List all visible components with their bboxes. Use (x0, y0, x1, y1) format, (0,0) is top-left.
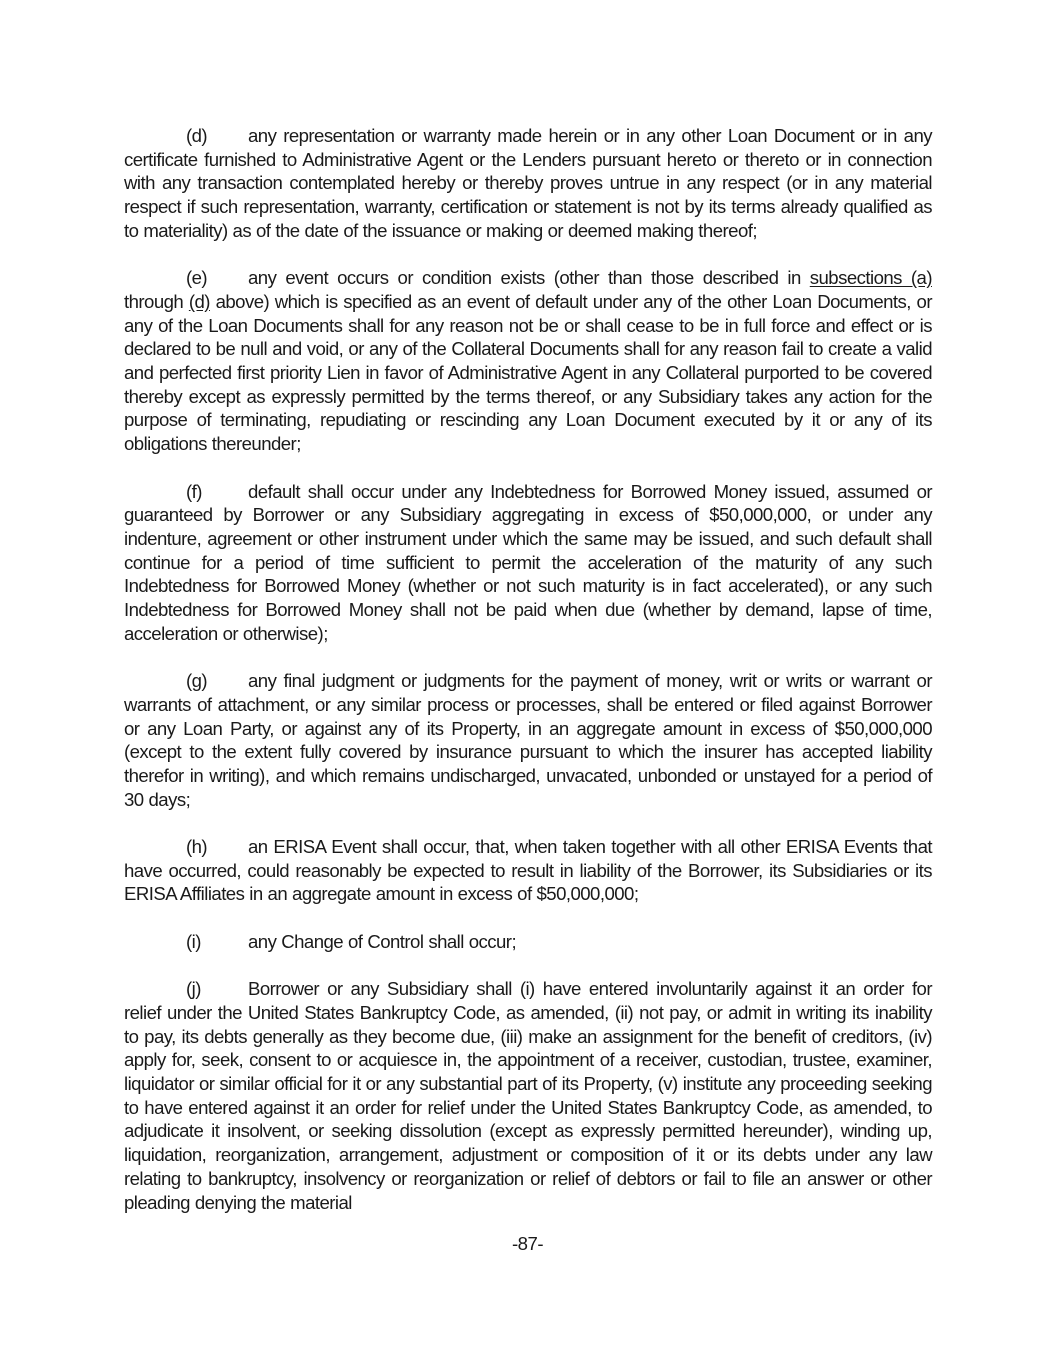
page-number: -87- (511, 1233, 544, 1254)
paragraph-d (124, 124, 932, 243)
paragraph-text: any event occurs or condition exists (other than those described in (248, 267, 810, 289)
paragraph-label: (h) (186, 836, 208, 858)
document-page (124, 124, 932, 1238)
paragraph-text: any representation or warranty made herein or in any other Loan Document or in any certificate furnished to Administrative Agent or the Lenders pursuant hereto or thereto or in connection with any transaction contemplated hereby or thereby proves untrue in any respect (or in any material respect if such representation, warranty, certification or statement is not by its terms already qualified as to materiality) as of the date of the issuance or making or deemed making thereof; (124, 125, 932, 241)
paragraph-label: (f) (186, 480, 202, 502)
paragraph-label: (d) (186, 125, 208, 146)
paragraph-f (124, 480, 932, 646)
paragraph-text: any Change of Control shall occur; (248, 930, 517, 952)
cross-reference-subsections: subsections (a) (809, 267, 932, 289)
paragraph-label: (i) (186, 930, 201, 952)
paragraph-g (124, 669, 932, 811)
paragraph-text: any final judgment or judgments for the payment of money, writ or writs or warrant or warrants of attachment, or any similar process or processes, shall be entered or filed against Borrower or any Loan Party, or against any of its Property, in an aggregate amount in excess of $50,000,000 (except to the extent fully covered by insurance pursuant to which the insurer has accepted liability therefor in writing), and which remains undischarged, unvacated, unbonded or unstayed for a period of 30 days; (124, 670, 932, 810)
paragraph-i (124, 930, 932, 954)
paragraph-text: an ERISA Event shall occur, that, when taken together with all other ERISA Events that have occurred, could reasonably be expected to result in liability of the Borrower, its Subsidiaries or its ERISA Affiliates in an aggregate amount in excess of $50,000,000; (124, 836, 932, 905)
paragraph-j (124, 977, 932, 1214)
paragraph-text: through (124, 290, 189, 312)
paragraph-e (124, 266, 932, 456)
paragraph-label: (j) (186, 978, 201, 1000)
paragraph-label: (g) (186, 670, 208, 692)
paragraph-text: Borrower or any Subsidiary shall (i) have entered involuntarily against it an order for relief under the United States Bankruptcy Code, as amended, (ii) not pay, or admit in writing its inability to pay, its debts generally as they become due, (iii) make an assignment for the benefit of creditors, (iv) apply for, seek, consent to or acquiesce in, the appointment of a receiver, custodian, trustee, examiner, liquidator or similar official for it or any substantial part of its Property, (v) institute any proceeding seeking to have entered against it an order for relief under the United States Bankruptcy Code, as amended, to adjudicate it insolvent, or seeking dissolution (except as expressly permitted hereunder), winding up, liquidation, reorganization, arrangement, adjustment or composition of it or its debts under any law relating to bankruptcy, insolvency or reorganization or relief of debtors or fail to file an answer or other pleading denying the material (124, 978, 932, 1213)
cross-reference-d: (d) (188, 290, 210, 312)
paragraph-h (124, 835, 932, 906)
paragraph-text: above) which is specified as an event of default under any of the other Loan Documents, or any of the Loan Documents shall for any reason not be or shall cease to be in full force and effect or is declared to be null and void, or any of the Collateral Documents shall for any reason fail to create a valid and perfected first priority Lien in favor of Administrative Agent in any Collateral purported to be covered thereby except as expressly permitted by the terms thereof, or any Subsidiary takes any action for the purpose of terminating, repudiating or rescinding any Loan Document executed by it or any of its obligations thereunder; (124, 290, 932, 455)
paragraph-label: (e) (186, 267, 208, 289)
paragraph-text: default shall occur under any Indebtedness for Borrowed Money issued, assumed or guaranteed by Borrower or any Subsidiary aggregating in excess of $50,000,000, or under any indenture, agreement or other instrument under which the same may be issued, and such default shall continue for a period of time sufficient to permit the acceleration of the maturity of any such Indebtedness for Borrowed Money (whether or not such maturity is in fact accelerated), or any such Indebtedness for Borrowed Money shall not be paid when due (whether by demand, lapse of time, acceleration or otherwise); (124, 480, 932, 644)
